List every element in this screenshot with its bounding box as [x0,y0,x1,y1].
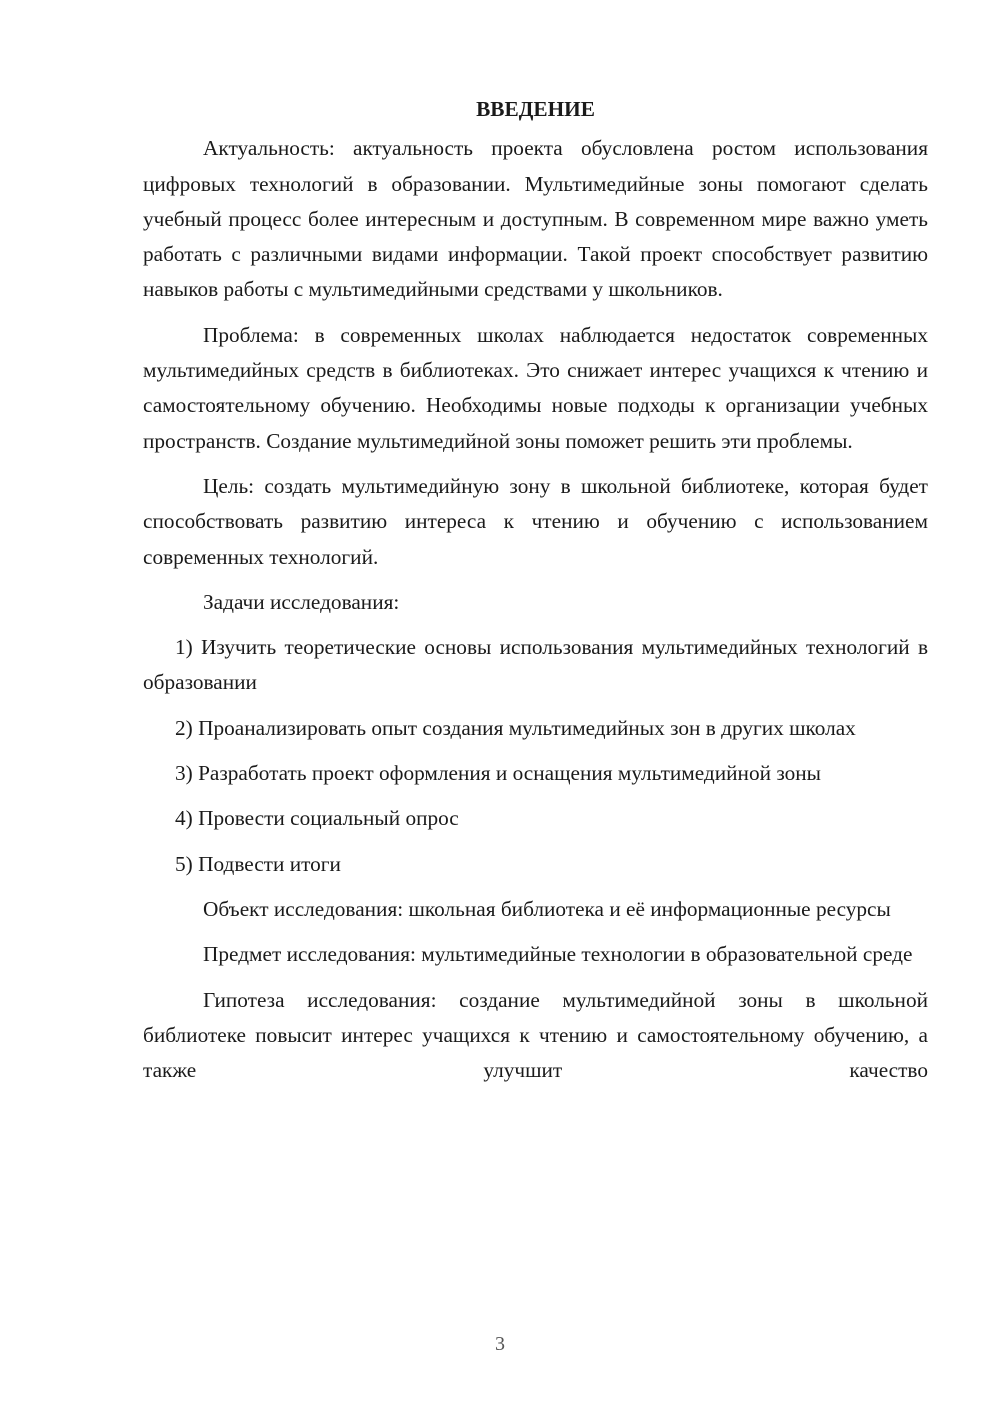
task-item-2: 2) Проанализировать опыт создания мультимедийных зон в других школах [175,715,856,740]
tasks-heading: Задачи исследования: [203,589,400,614]
task-item-3: 3) Разработать проект оформления и оснащения мультимедийной зоны [175,761,821,786]
page-title: ВВЕДЕНИЕ [476,97,595,121]
paragraph-relevance: Актуальность: актуальность проекта обусловлена ростом использования цифровых технологий в образовании. Мультимедийные зоны помогают сделать учебный процесс более интересным и доступным. В современном мире важно уметь работать с различными видами информации. Такой проект способствует развитию навыков работы с мультимедийными средствами у школьников. [143,136,928,302]
task-item-4: 4) Провести социальный опрос [175,806,459,831]
paragraph-subject: Предмет исследования: мультимедийные технологии в образовательной среде [203,942,913,967]
task-item-5: 5) Подвести итоги [175,851,341,876]
paragraph-problem: Проблема: в современных школах наблюдается недостаток современных мультимедийных средств в библиотеках. Это снижает интерес учащихся к чтению и самостоятельному обучению. Необходимы новые подходы к организации учебных пространств. Создание мультимедийной зоны поможет решить эти проблемы. [143,322,928,453]
page-number: 3 [495,1333,505,1355]
paragraph-hypothesis: Гипотеза исследования: создание мультимедийной зоны в школьной библиотеке повысит интерес учащихся к чтению и самостоятельному обучению, а также улучшит качество [143,987,928,1083]
paragraph-object: Объект исследования: школьная библиотека и её информационные ресурсы [203,896,891,921]
paragraph-goal: Цель: создать мультимедийную зону в школьной библиотеке, которая будет способствовать развитию интереса к чтению и обучению с использованием современных технологий. [143,473,928,569]
page-content [143,92,928,1098]
task-item-1: 1) Изучить теоретические основы использования мультимедийных технологий в образовании [143,635,928,695]
